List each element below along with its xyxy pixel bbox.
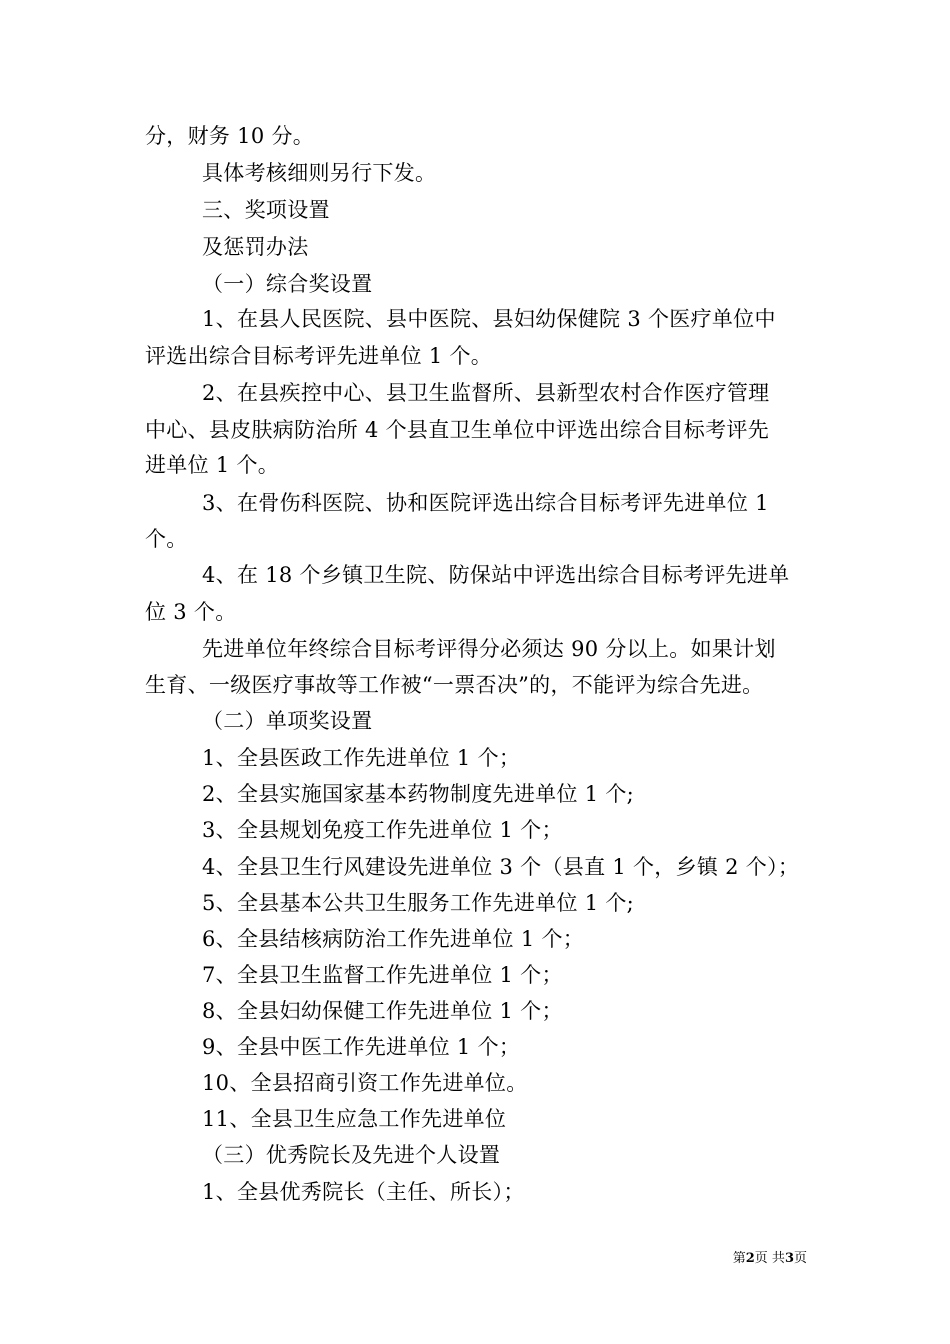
text-line: 具体考核细则另行下发。 xyxy=(202,161,437,185)
text-line: 评选出综合目标考评先进单位 1 个。 xyxy=(145,344,493,368)
list-item: 4、全县卫生行风建设先进单位 3 个（县直 1 个，乡镇 2 个）； xyxy=(202,855,800,879)
footer-prefix: 第 xyxy=(732,1251,746,1266)
text-line: 4、在 18 个乡镇卫生院、防保站中评选出综合目标考评先进单 xyxy=(202,563,790,587)
text-line: 生育、一级医疗事故等工作被“一票否决”的，不能评为综合先进。 xyxy=(145,673,764,697)
text-line: 位 3 个。 xyxy=(145,600,237,624)
footer-middle: 页 共 xyxy=(754,1251,785,1266)
footer-total-pages: 3 xyxy=(784,1251,794,1266)
text-line: 进单位 1 个。 xyxy=(145,453,280,477)
list-item: 8、全县妇幼保健工作先进单位 1 个； xyxy=(202,999,563,1023)
list-item: 10、全县招商引资工作先进单位。 xyxy=(202,1071,528,1095)
list-item: 9、全县中医工作先进单位 1 个； xyxy=(202,1035,521,1059)
list-item: 5、全县基本公共卫生服务工作先进单位 1 个; xyxy=(202,891,635,915)
text-line: 3、在骨伤科医院、协和医院评选出综合目标考评先进单位 1 xyxy=(202,491,769,515)
subsection-heading: （三）优秀院长及先进个人设置 xyxy=(202,1143,501,1167)
list-item: 7、全县卫生监督工作先进单位 1 个； xyxy=(202,963,563,987)
footer-suffix: 页 xyxy=(793,1251,807,1266)
list-item: 1、全县优秀院长（主任、所长）； xyxy=(202,1180,525,1204)
subsection-heading: （二）单项奖设置 xyxy=(202,709,373,733)
section-heading: 及惩罚办法 xyxy=(202,235,309,259)
list-item: 2、全县实施国家基本药物制度先进单位 1 个; xyxy=(202,782,635,806)
list-item: 11、全县卫生应急工作先进单位 xyxy=(202,1107,507,1131)
text-line: 2、在县疾控中心、县卫生监督所、县新型农村合作医疗管理 xyxy=(202,381,770,405)
text-line: 1、在县人民医院、县中医院、县妇幼保健院 3 个医疗单位中 xyxy=(202,307,776,331)
section-heading: 三、奖项设置 xyxy=(202,198,330,222)
list-item: 3、全县规划免疫工作先进单位 1 个； xyxy=(202,818,563,842)
footer-current-page: 2 xyxy=(745,1251,755,1266)
list-item: 1、全县医政工作先进单位 1 个； xyxy=(202,746,521,770)
text-line: 分，财务 10 分。 xyxy=(145,124,315,148)
subsection-heading: （一）综合奖设置 xyxy=(202,272,373,296)
page-number-footer xyxy=(733,1247,807,1266)
text-line: 个。 xyxy=(145,527,188,551)
text-line: 中心、县皮肤病防治所 4 个县直卫生单位中评选出综合目标考评先 xyxy=(145,418,770,442)
text-line: 先进单位年终综合目标考评得分必须达 90 分以上。如果计划 xyxy=(202,637,776,661)
list-item: 6、全县结核病防治工作先进单位 1 个； xyxy=(202,927,585,951)
